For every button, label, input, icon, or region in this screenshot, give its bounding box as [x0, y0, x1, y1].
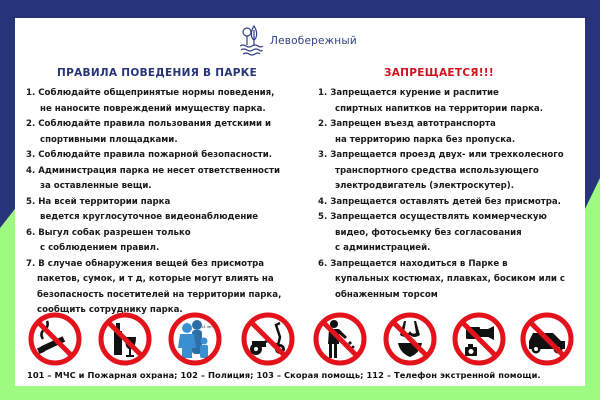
rules-line: спортивными площадками.: [40, 134, 178, 145]
rules-line: с соблюдением правил.: [40, 243, 160, 253]
rules-line: 4. Администрация парка не несет ответственности: [26, 165, 281, 176]
rules-line: ведется круглосуточное видеонаблюдение: [40, 212, 259, 222]
prohibited-line: 3. Запрещается проезд двух- или трехколесного: [318, 150, 564, 160]
prohibited-list: [318, 86, 565, 303]
prohibited-line: купальных костюмах, плавках, босиком или с: [335, 274, 566, 284]
prohibited-line: 4. Запрещается оставлять детей без присмотра.: [318, 196, 561, 207]
no-cars-icon: [519, 311, 575, 367]
prohibited-line: 5. Запрещается осуществлять коммерческую: [318, 212, 547, 222]
prohibited-line: видео, фотосьемку без согласования: [335, 227, 522, 238]
prohibited-line: 2. Запрещен въезд автотранспорта: [318, 119, 496, 129]
no-littering-icon: [312, 311, 368, 367]
prohibited-line: на территорию парка без пропуска.: [335, 134, 516, 145]
emergency-numbers: 101 – МЧС и Пожарная охрана; 102 – Полиция; 103 – Скорая помощь; 112 – Телефон экстренной помощи.: [27, 370, 541, 380]
rules-line: 3. Соблюдайте правила пожарной безопасности.: [26, 150, 273, 160]
rules-line: 5. На всей территории парка: [26, 196, 171, 207]
rules-list: [26, 86, 281, 319]
rules-line: 2. Соблюдайте правила пользования детскими и: [26, 119, 272, 129]
prohibited-line: электродвигатель (электроскутер).: [335, 181, 515, 191]
prohibited-heading: ЗАПРЕЩАЕТСЯ!!!: [384, 67, 494, 79]
rules-heading: ПРАВИЛА ПОВЕДЕНИЯ В ПАРКЕ: [57, 67, 258, 79]
rules-line: пакетов, сумок, и т д, которые могут влиять на: [37, 274, 274, 284]
rules-line: сообщить сотруднику парка.: [37, 305, 183, 315]
logo-text: Левобережный: [270, 35, 357, 47]
rules-line: за оставленные вещи.: [40, 181, 152, 191]
no-alcohol-icon: [97, 311, 153, 367]
prohibited-line: с администрацией.: [335, 243, 431, 253]
rules-line: не наносите повреждений имуществу парка.: [40, 103, 266, 114]
age-label: 14 лет: [201, 325, 213, 329]
park-trees-water-icon: [238, 24, 264, 58]
no-commercial-filming-icon: [451, 311, 507, 367]
prohibited-line: спиртных напитков на территории парка.: [335, 103, 543, 114]
prohibited-line: 6. Запрещается находиться в Парке в: [318, 258, 508, 269]
prohibited-line: 1. Запрещается курение и распитие: [318, 88, 499, 98]
rules-line: 7. В случае обнаружения вещей без присмотра: [26, 258, 265, 269]
rules-line: 1. Соблюдайте общепринятые нормы поведения,: [26, 88, 275, 98]
no-swimwear-icon: [382, 311, 438, 367]
park-logo: [238, 23, 357, 59]
no-smoking-icon: [27, 311, 83, 367]
rules-line: безопасность посетителей на территории парка,: [37, 289, 282, 300]
no-electric-scooter-icon: [240, 311, 296, 367]
rules-line: 6. Выгул собак разрешен только: [26, 227, 191, 238]
prohibited-line: обнаженным торсом: [335, 289, 438, 300]
prohibited-line: транспортного средства использующего: [335, 165, 539, 176]
prohibition-signs-row: [0, 311, 600, 367]
no-unattended-children-icon: [167, 311, 223, 367]
